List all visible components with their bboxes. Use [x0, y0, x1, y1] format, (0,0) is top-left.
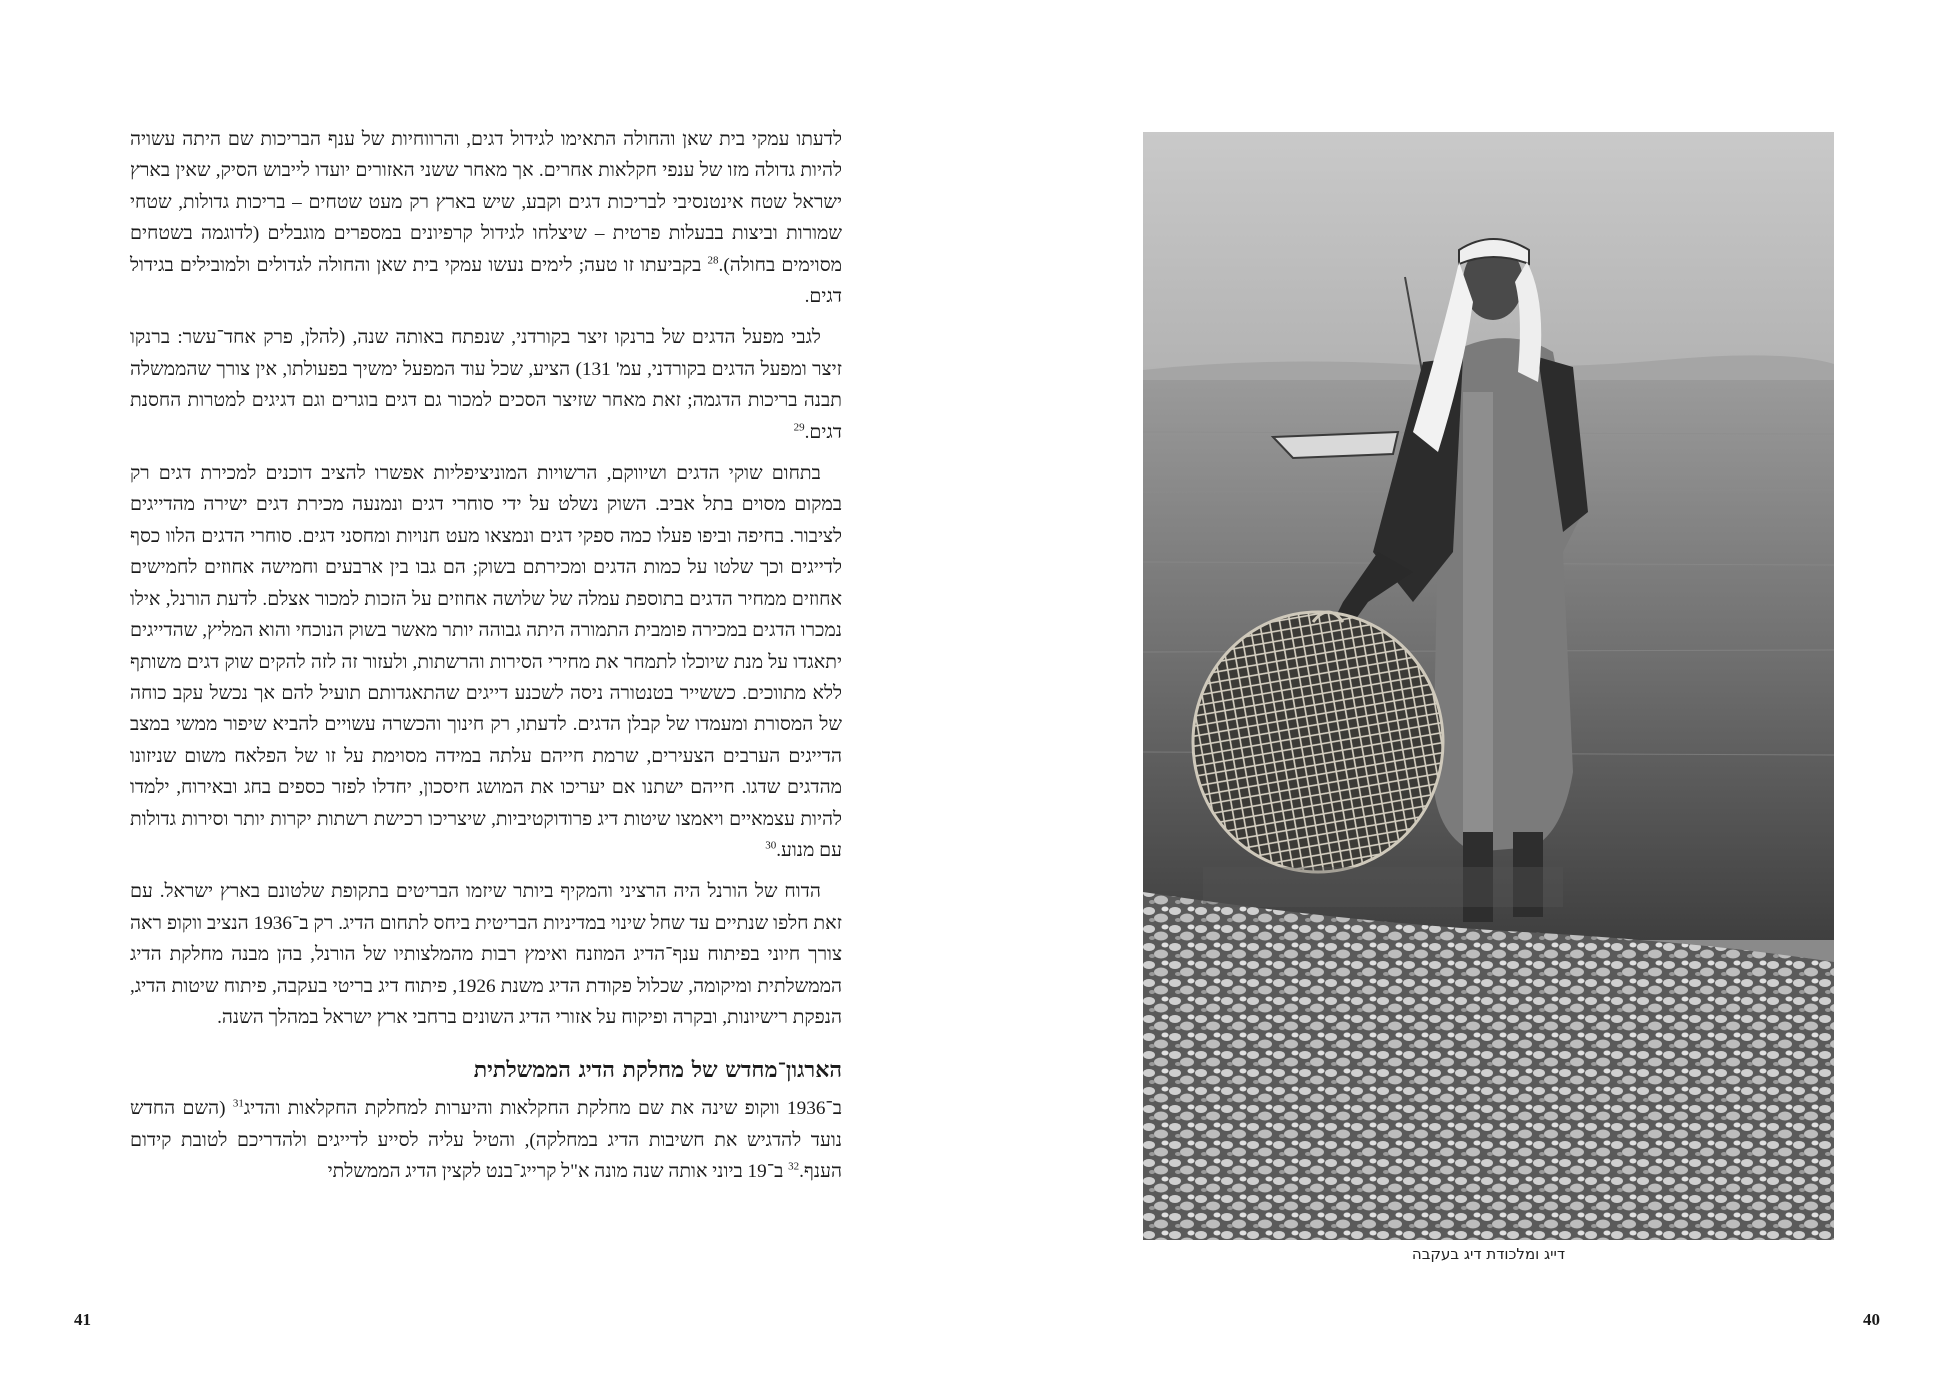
paragraph-5: ב־1936 ווקופ שינה את שם מחלקת החקלאות והיערות למחלקת החקלאות והדיג$^{31}$ (השם החדש נועד להדגיש את חשיבות הדיג במחלקה), והטיל עליה לסייע לדייגים ולהדריכם לטובת קידום הענף.$^{32}$ ב־19 ביוני אותה שנה מונה א"ל קרייג־בנט לקצין הדיג הממשלתי: [130, 1097, 842, 1183]
paragraph-1: לדעתו עמקי בית שאן והחולה התאימו לגידול דגים, והרווחיות של ענף הבריכות שם היתה עשויה להיות גדולה מזו של ענפי חקלאות אחרים. אך מאחר ששני האזורים יועדו לייבוש הסיק, שאין בארץ ישראל שטח אינטנסיבי לבריכות דגים וקבע, שיש בארץ רק מעט שטחים – בריכות גדולות, שטחי שמורות וביצות בבעלות פרטית – שיצלחו לגידול קרפיונים במספרים מוגבלים (לדוגמה בשטחים מסוימים בחולה).$^{28}$ בקביעתו זו טעה; לימים נעשו עמקי בית שאן והחולה לגדולים ולמובילים בגידול דגים.: [130, 129, 842, 308]
paragraph-3: בתחום שוקי הדגים ושיווקם, הרשויות המוניציפליות אפשרו להציב דוכנים למכירת דגים רק במקום מסוים בתל אביב. השוק נשלט על ידי סוחרי דגים ונמנעה מכירת דגים ישירה מהדייגים לציבור. בחיפה וביפו פעלו כמה ספקי דגים ונמצאו מעט חנויות ומחסני דגים. סוחרי הדגים הלוו כסף לדייגים וכך שלטו על כמות הדגים ומכירתם בשוק; הם גבו בין ארבעים וחמישה אחוזים לחמישים אחוזים ממחיר הדגים בתוספת עמלה של שלושה אחוזים על הזכות למכור אצלם. לדעת הורנל, אילו נמכרו הדגים במכירה פומבית התמורה היתה גבוהה יותר מאשר בשוק הנוכחי והוא המליץ, שהדייגים יתאגדו על מנת שיוכלו לתמחר את מחירי הסירות והרשתות, ולעזור זה לזה להקים שוק דגים משותף ללא מתווכים. כששייר בטנטורה ניסה לשכנע דייגים שהתאגדותם תועיל להם אך נכשל עקב כוחה של המסורת ומעמדו של קבלן הדגים. לדעתו, רק חינוך והכשרה עשויים להביא שיפור ממשי במצב הדייגים הערבים הצעירים, שרמת חייהם עלתה במידה מסוימת על זו של הפלאח משום שניזונו מהדגים שדגו. חייהם ישתנו אם יעריכו את המושג חיסכון, יחדלו לפזר כספים בחג ובאירוח, ילמדו להיות עצמאיים ויאמצו שיטות דיג פרודוקטיביות, שיצריכו רכישת רשתות יקרות יותר וסירות גדולות עם מנוע.$^{30}$: [130, 463, 842, 861]
photo-caption: דייג ומלכודת דיג בעקבה: [1411, 1245, 1566, 1263]
paragraph-4: הדוח של הורנל היה הרציני והמקיף ביותר שיזמו הבריטים בתקופת שלטונם בארץ ישראל. עם זאת חלפו שנתיים עד שחל שינוי במדיניות הבריטית ביחס לתחום הדיג. רק ב־1936 הנציב ווקופ ראה צורך חיוני בפיתוח ענף־הדיג המוזנח ואימץ רבות מהמלצותיו של הורנל, בהן מבנה מחלקת הדיג הממשלתית ומיקומה, שכלול פקודת הדיג משנת 1926, פיתוח דיג בריטי בעקבה, פיתוח שיטות הדיג, הנפקת רישיונות, ובקרה ופיקוח על אזורי הדיג השונים ברחבי ארץ ישראל במהלך השנה.: [130, 881, 842, 1028]
body-text-column: [130, 124, 842, 1198]
footnote-ref-29[interactable]: 29: [793, 421, 805, 434]
paragraph-2: לגבי מפעל הדגים של ברנקו זיצר בקורדני, שנפתח באותה שנה, (להלן, פרק אחד־עשר: ברנקו זיצר ומפעל הדגים בקורדני, עמ' 131) הציע, שכל עוד המפעל ימשיך בפעולתו, אין צורך שהממשלה תבנה בריכות הדגמה; זאת מאחר שזיצר הסכים למכור גם דגים בוגרים וגם דגיגים למטרות החסנת דגים.$^{29}$: [130, 327, 842, 443]
footnote-ref-32[interactable]: 32: [788, 1160, 800, 1173]
page-number-right: 40: [1863, 1310, 1880, 1329]
right-page: [980, 0, 1960, 1396]
footnote-ref-31[interactable]: 31: [232, 1097, 244, 1110]
footnote-ref-30[interactable]: 30: [765, 839, 777, 852]
section-heading: הארגון־מחדש של מחלקת הדיג הממשלתית: [473, 1057, 842, 1084]
page-number-left: 41: [74, 1310, 91, 1329]
fisherman-photo: [1143, 132, 1834, 1240]
footnote-ref-28[interactable]: 28: [707, 254, 719, 267]
photo-illustration: [1143, 132, 1834, 1240]
